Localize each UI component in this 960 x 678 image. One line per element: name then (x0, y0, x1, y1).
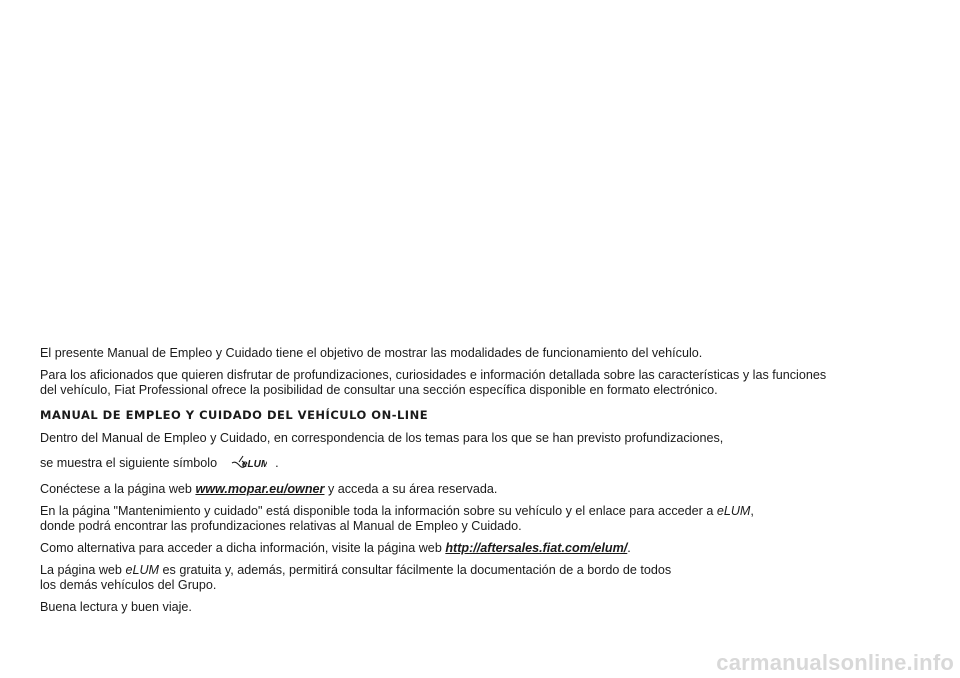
watermark: carmanualsonline.info (716, 650, 954, 675)
maintenance-text-before: En la página "Mantenimiento y cuidado" está disponible toda la información sobre su vehículo y el enlace para acceder a (40, 504, 714, 518)
symbol-line-text: se muestra el siguiente símbolo (40, 456, 218, 470)
elum-term: eLUM (716, 504, 751, 518)
free-site-text-after: es gratuita y, además, permitirá consultar fácilmente la documentación de a bordo de todos (162, 563, 672, 577)
elum-symbol-text: eLUM (242, 459, 268, 470)
symbol-line (40, 453, 920, 475)
online-content-line-1: Para los aficionados que quieren disfrutar de profundizaciones, curiosidades e información detallada sobre las características y las funciones (40, 368, 827, 382)
mopar-owner-link[interactable]: www.mopar.eu/owner (195, 482, 325, 496)
online-content-paragraph (40, 368, 920, 398)
alternative-access-paragraph (40, 541, 920, 556)
free-site-paragraph (40, 563, 920, 593)
website-text-before: Conéctese a la página web (40, 482, 192, 496)
symbol-explanation-paragraph: Dentro del Manual de Empleo y Cuidado, en correspondencia de los temas para los que se han previsto profundizaciones, (40, 431, 724, 445)
aftersales-elum-link[interactable]: http://aftersales.fiat.com/elum/ (445, 541, 628, 555)
online-content-line-2: del vehículo, Fiat Professional ofrece la posibilidad de consultar una sección específica disponible en formato electrónico. (40, 383, 718, 397)
intro-paragraph: El presente Manual de Empleo y Cuidado tiene el objetivo de mostrar las modalidades de funcionamiento del vehículo. (40, 346, 703, 360)
free-site-text-before: La página web (40, 563, 122, 577)
website-paragraph (40, 482, 920, 497)
alternative-text-before: Como alternativa para acceder a dicha información, visite la página web (40, 541, 442, 555)
maintenance-paragraph (40, 504, 920, 534)
maintenance-comma: , (750, 504, 754, 518)
closing-line: Buena lectura y buen viaje. (40, 600, 192, 614)
free-site-line-2: los demás vehículos del Grupo. (40, 578, 217, 592)
section-heading: MANUAL DE EMPLEO Y CUIDADO DEL VEHÍCULO ON-LINE (40, 408, 429, 422)
manual-intro-text (40, 346, 920, 615)
elum-term-2: eLUM (125, 563, 160, 577)
elum-hand-pointer-icon (231, 453, 267, 475)
maintenance-line-2: donde podrá encontrar las profundizaciones relativas al Manual de Empleo y Cuidado. (40, 519, 522, 533)
alternative-period: . (627, 541, 631, 555)
symbol-line-period: . (275, 456, 279, 470)
website-text-after: y acceda a su área reservada. (327, 482, 498, 496)
